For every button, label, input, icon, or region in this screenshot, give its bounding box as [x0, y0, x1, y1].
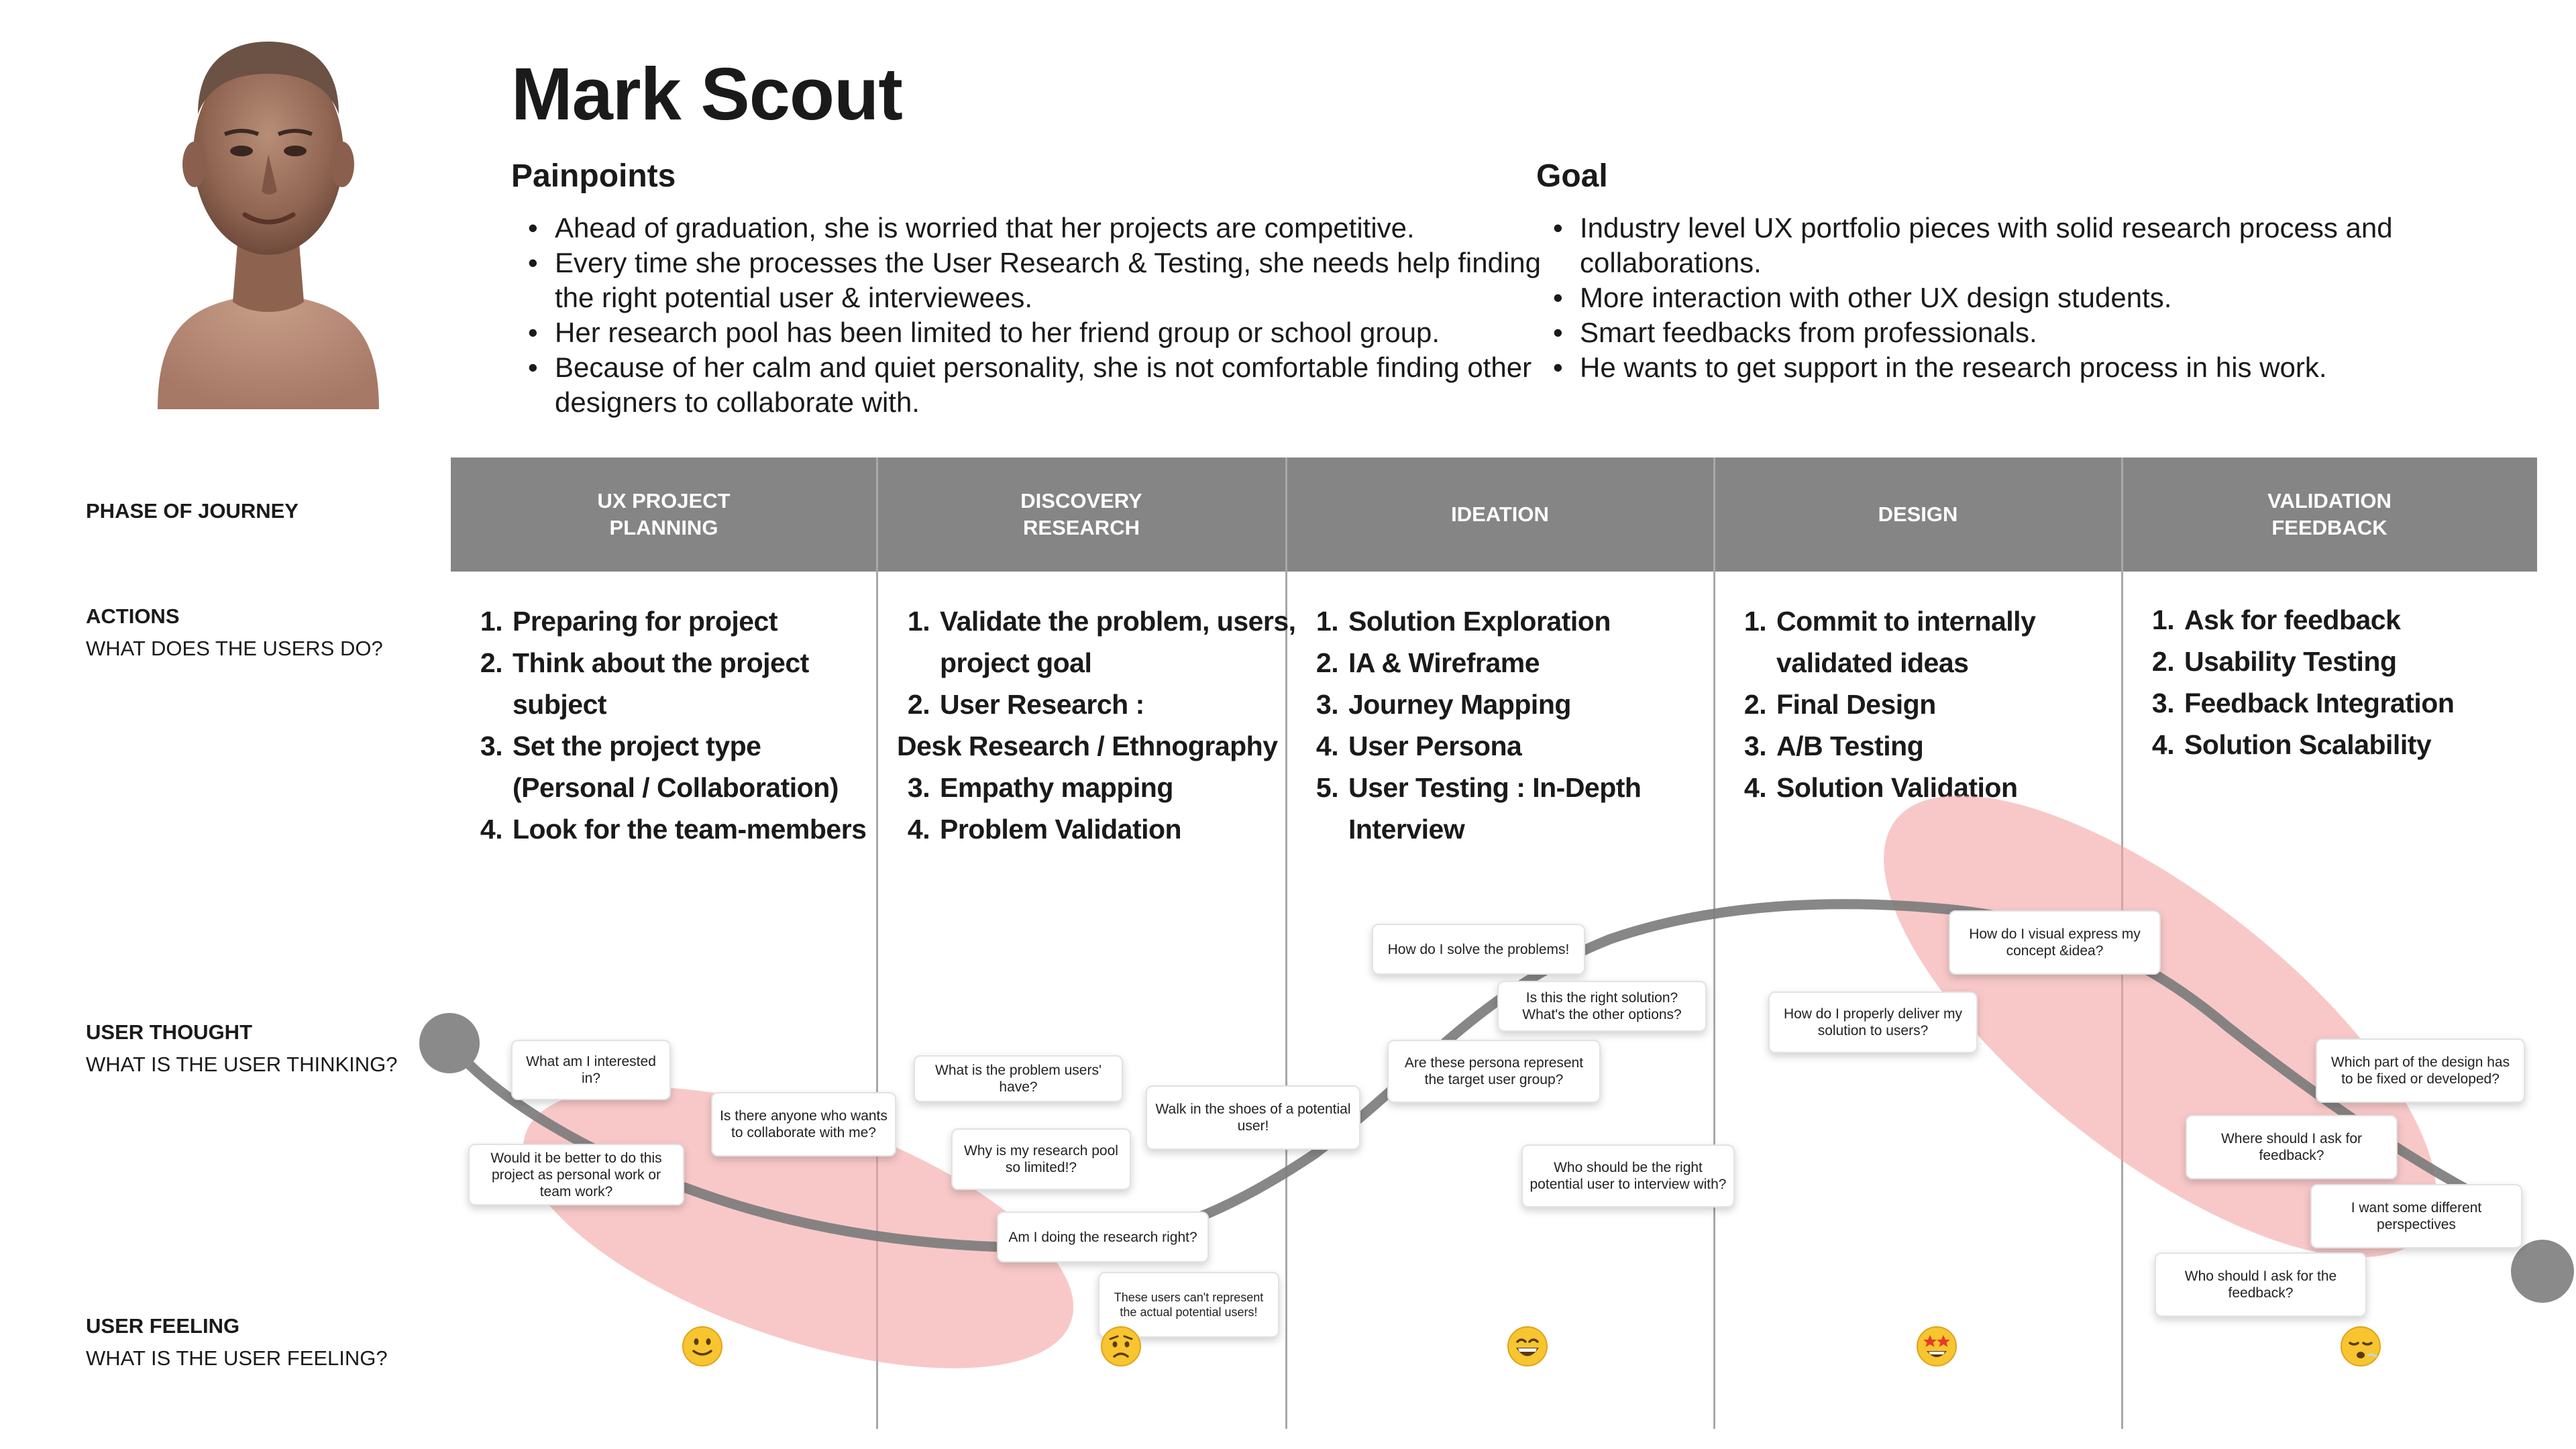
action-item: 3. Feedback Integration — [2182, 682, 2557, 724]
phase-header-planning: UX PROJECT PLANNING — [597, 489, 731, 539]
worried-face-icon — [1100, 1326, 1142, 1367]
phase-header-discovery: DISCOVERY RESEARCH — [1020, 489, 1142, 539]
action-item: 4. User Persona — [1346, 725, 1695, 767]
action-item: Desk Research / Ethnography — [897, 731, 1278, 761]
phase-label: PHASE OF JOURNEY — [86, 499, 299, 523]
painpoint-item: • Ahead of graduation, she is worried that her projects are competitive. — [555, 211, 1548, 246]
action-item: 3. Journey Mapping — [1346, 684, 1695, 725]
action-item: 4. Look for the team-members — [510, 808, 885, 850]
thought-bubble: Is there anyone who wants to collaborate with me? — [711, 1092, 896, 1157]
actions-sublabel: WHAT DOES THE USERS DO? — [86, 637, 383, 660]
exhaling-face-icon — [2340, 1326, 2381, 1367]
action-item: 3. Empathy mapping — [937, 767, 1320, 808]
thought-bubble: Are these persona represent the target user group? — [1387, 1040, 1601, 1103]
action-item: 2. Think about the project subject — [510, 642, 885, 725]
action-item: 4. Solution Scalability — [2182, 724, 2557, 765]
thought-bubble: Walk in the shoes of a potential user! — [1146, 1085, 1360, 1150]
phase-header-design: DESIGN — [1878, 502, 1958, 526]
thought-bubble: Who should I ask for the feedback? — [2155, 1252, 2367, 1317]
action-item: 1. Validate the problem, users, project goal — [937, 600, 1320, 684]
action-item: 1. Ask for feedback — [2182, 599, 2557, 641]
thought-bubble: How do I solve the problems! — [1372, 924, 1585, 975]
thought-bubble: I want some different perspectives — [2310, 1184, 2522, 1248]
action-item: 3. Set the project type (Personal / Collaboration) — [510, 725, 885, 808]
thought-bubble: Why is my research pool so limited!? — [951, 1128, 1131, 1190]
painpoints-heading: Painpoints — [511, 158, 676, 194]
persona-name: Mark Scout — [511, 53, 902, 136]
star-struck-face-icon — [1916, 1326, 1957, 1367]
journey-start-point — [419, 1013, 480, 1073]
thought-bubble: Which part of the design has to be fixed or developed? — [2316, 1038, 2525, 1103]
grinning-face-icon — [1507, 1326, 1548, 1367]
goal-item: • More interaction with other UX design students. — [1580, 280, 2546, 315]
action-item: 2. User Research : — [937, 684, 1320, 725]
action-item: 2. Final Design — [1774, 684, 2096, 725]
action-item: 1. Solution Exploration — [1346, 600, 1695, 642]
goal-heading: Goal — [1536, 158, 1608, 194]
action-item: 4. Problem Validation — [937, 808, 1320, 850]
thought-bubble: Where should I ask for feedback? — [2186, 1115, 2398, 1179]
thought-sublabel: WHAT IS THE USER THINKING? — [86, 1053, 398, 1076]
painpoint-item: • Her research pool has been limited to her friend group or school group. — [555, 315, 1548, 350]
goal-item: • Smart feedbacks from professionals. — [1580, 315, 2546, 350]
feeling-sublabel: WHAT IS THE USER FEELING? — [86, 1346, 388, 1370]
actions-label: ACTIONS — [86, 604, 180, 628]
feeling-label: USER FEELING — [86, 1314, 240, 1338]
action-item: 4. Solution Validation — [1774, 767, 2096, 808]
action-item: 1. Commit to internally validated ideas — [1774, 600, 2096, 684]
thought-bubble: What am I interested in? — [511, 1040, 671, 1100]
action-item: 1. Preparing for project — [510, 600, 885, 642]
slightly-smiling-face-icon — [682, 1326, 723, 1367]
action-item: 5. User Testing : In-Depth Interview — [1346, 767, 1695, 850]
goal-item: • He wants to get support in the research process in his work. — [1580, 350, 2546, 385]
thought-bubble: How do I properly deliver my solution to users? — [1768, 991, 1978, 1053]
painpoint-item: • Because of her calm and quiet personality, she is not comfortable finding other designers to collaborate with. — [555, 350, 1548, 420]
thought-bubble: Is this the right solution? What's the other options? — [1497, 981, 1707, 1032]
action-item: 2. Usability Testing — [2182, 641, 2557, 682]
action-item: 2. IA & Wireframe — [1346, 642, 1695, 684]
thought-bubble: These users can't represent the actual potential users! — [1098, 1272, 1279, 1338]
painpoint-item: • Every time she processes the User Research & Testing, she needs help finding the right potential user & interviewees. — [555, 246, 1548, 315]
journey-end-point — [2511, 1240, 2574, 1303]
thought-label: USER THOUGHT — [86, 1020, 252, 1044]
phase-header-ideation: IDEATION — [1451, 502, 1549, 526]
action-item: 3. A/B Testing — [1774, 725, 2096, 767]
thought-bubble: How do I visual express my concept &idea? — [1949, 910, 2161, 975]
phase-header-validation: VALIDATION FEEDBACK — [2267, 489, 2392, 539]
thought-bubble: What is the problem users' have? — [914, 1055, 1123, 1102]
thought-bubble: Am I doing the research right? — [997, 1212, 1209, 1263]
thought-bubble: Who should be the right potential user to interview with? — [1521, 1144, 1735, 1208]
thought-bubble: Would it be better to do this project as personal work or team work? — [468, 1144, 684, 1205]
goal-item: • Industry level UX portfolio pieces with solid research process and collaborations. — [1580, 211, 2546, 280]
